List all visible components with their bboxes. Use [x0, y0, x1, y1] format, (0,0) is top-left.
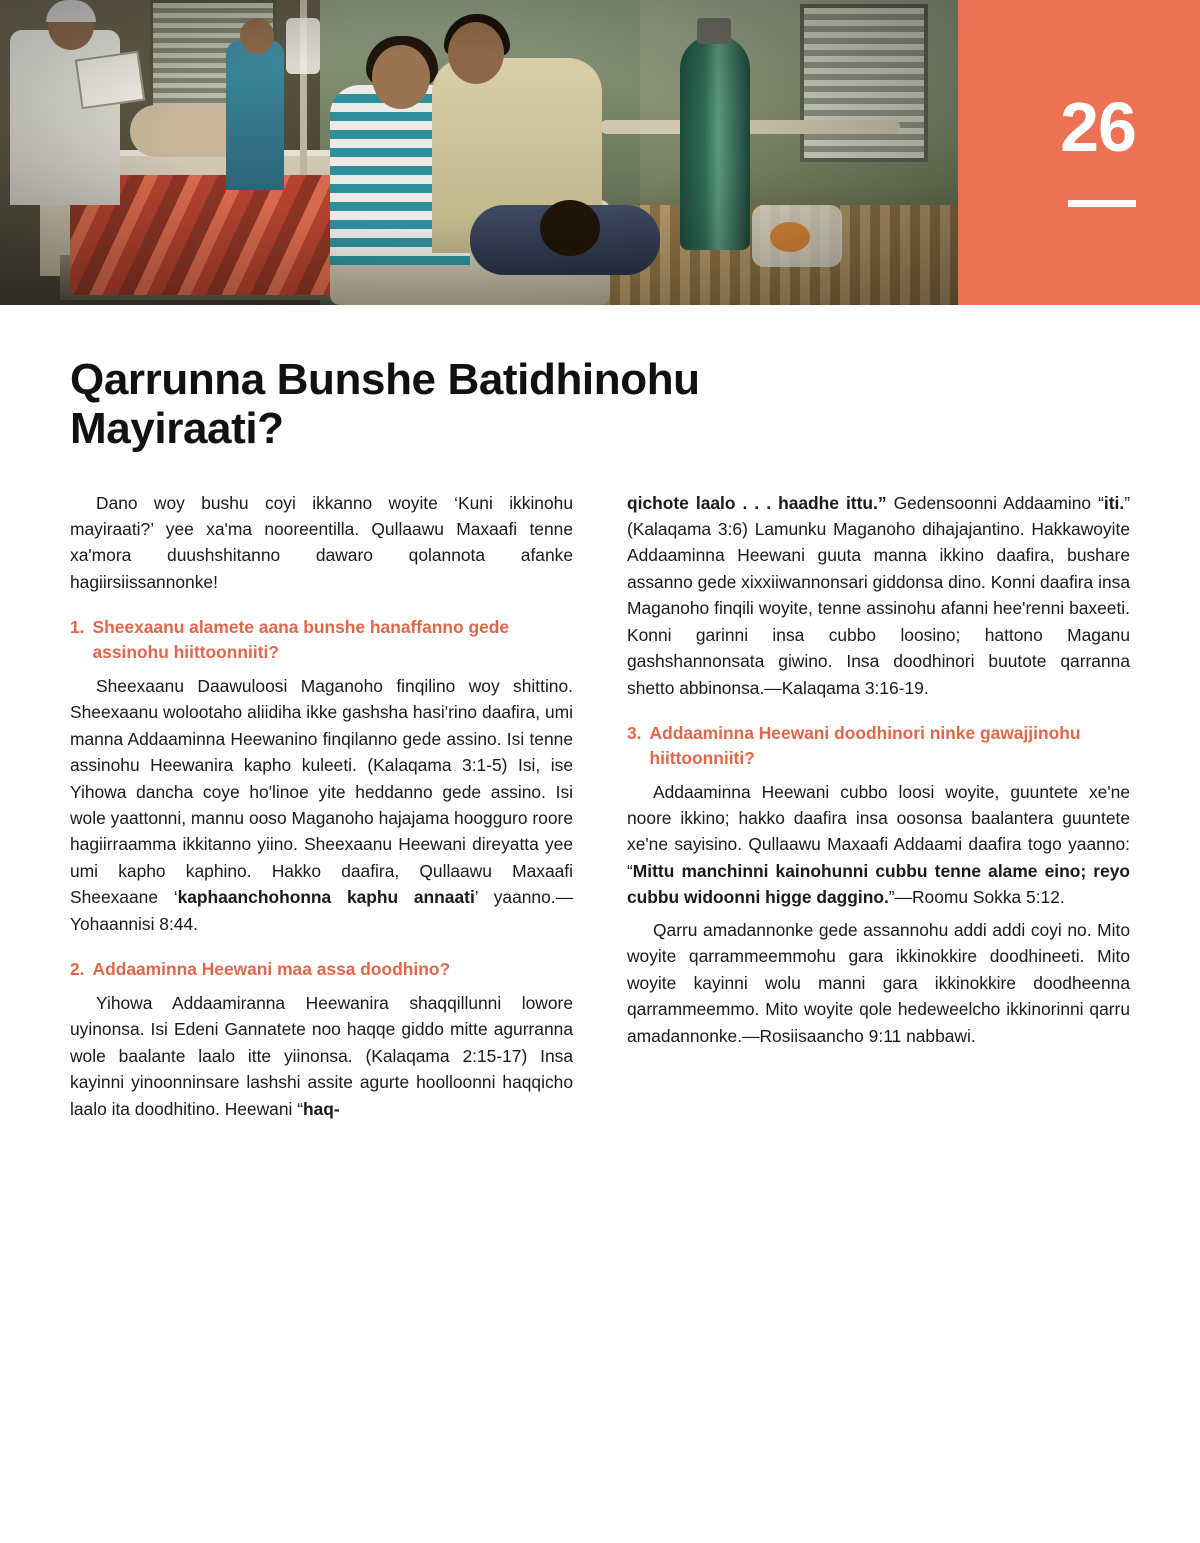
right-column: [627, 490, 1130, 1129]
intro-paragraph: Dano woy bushu coyi ikkanno woyite ‘Kuni ikkinohu mayiraati?’ yee xa'ma nooreentilla. Qullaawu Maxaafi tenne xa'mora duushshitanno dawaro qolannota afanke hagiirsiissannonke!: [70, 492, 573, 592]
answer-1-part1: Sheexaanu Daawuloosi Maganoho finqilino woy shittino. Sheexaanu wolootaho aliidiha ikke gashsha hasi'rino daafira, umi manna Addaaminna Heewanino finqilanno gede assino. Isi tenne assinohu Heewanira kapho kuleeti. (Kalaqama 3:1-5) Isi, ise Yihowa dancha coye ho'linoe yite heddanno gede assino. Isi wole yaattonni, mannu ooso Maganoho hajajama hoogguro roore hagiirraamma ikkitanno yiino. Sheexaanu Heewani direyatta yee umi kapho kaphino. Hakko daafira, Qullaawu Maxaafi Sheexaane ‘: [70, 675, 573, 908]
answer-3-paragraph: [627, 779, 1130, 911]
continued-bold-1: qichote laalo . . . haadhe ittu.”: [627, 492, 887, 513]
continued-text-2: ” (Kalaqama 3:6) Lamunku Maganoho dihajajantino. Hakkawoyite Addaaminna Heewani guuta manna ikkino daafira, bushare assanno gede xixxiiwannonsari giddonsa dino. Konni daafira insa Maganoho finqili woyite, tenne assinohu afanni hee'renni baxeeti. Konni garinni insa cubbo loosino; hattono Maganu gashshannonsata giwino. Insa doodhinori buutote qarranna shetto abbinonsa.—Kalaqama 3:16-19.: [627, 492, 1130, 698]
article-body: [70, 490, 1130, 1129]
answer-3-second-paragraph: Qarru amadannonke gede assannohu addi addi coyi no. Mito woyite qarrammeemmohu gara ikkinokkire doodhineeti. Mito woyite kayinni wolu manni gara ikkinokkire doodheenna qarrammeemmo. Mito woyite qole hedeweelcho ikkinorinni qarru amadannonke.—Rosiisaancho 9:11 nabbawi.: [627, 919, 1130, 1046]
page-title: Qarrunna Bunshe Batidhinohu Mayiraati?: [70, 355, 700, 454]
question-1-text: Sheexaanu alamete aana bunshe hanaffanno gede assinohu hiittoonniiti?: [92, 617, 510, 663]
question-3-number: 3.: [627, 723, 642, 744]
question-3-text: Addaaminna Heewani doodhinori ninke gawajjinohu hiittoonniiti?: [649, 723, 1081, 768]
continued-bold-2: iti.: [1103, 492, 1125, 513]
hero-banner: [0, 0, 1200, 305]
question-3: [627, 721, 1130, 770]
continued-text-1: Gedensoonni Addaamino “: [886, 492, 1104, 513]
question-2-number: 2.: [70, 959, 85, 980]
chapter-number-underline: [1068, 200, 1136, 207]
answer-2-paragraph: [70, 990, 573, 1122]
answer-3-bold: Mittu manchinni kainohunni cubbu tenne alame eino; reyo cubbu widoonni higge daggino.: [627, 860, 1130, 908]
hero-photo: [0, 0, 958, 305]
left-column: [70, 490, 573, 1129]
answer-1-bold: kaphaanchohonna kaphu annaati: [177, 887, 475, 908]
answer-3-part2: ”—Roomu Sokka 5:12.: [888, 887, 1065, 908]
answer-1-part2: ’ yaanno.—Yohaannisi 8:44.: [70, 887, 573, 934]
answer-2-part1: Yihowa Addaamiranna Heewanira shaqqillunni lowore uyinonsa. Isi Edeni Gannatete noo haqqe giddo mitte agurranna wole baalante laalo itte yiinonsa. (Kalaqama 2:15-17) Insa kayinni yinoonninsare lashshi assite agurte hoolloonni haqqicho laalo ita doodhitino. Heewani “: [70, 992, 573, 1119]
chapter-number: 26: [1060, 88, 1136, 166]
answer-2-continued: [627, 490, 1130, 702]
question-2: [70, 957, 573, 982]
photo-vignette: [0, 0, 958, 305]
chapter-number-block: [958, 0, 1200, 305]
answer-2-bold: haq-: [303, 1098, 340, 1119]
question-2-text: Addaaminna Heewani maa assa doodhino?: [92, 959, 451, 980]
question-1-number: 1.: [70, 617, 85, 638]
answer-3-part1: Addaaminna Heewani cubbo loosi woyite, guuntete xe'ne noore ikkino; hakko daafira insa oosonsa baalantera guuntete xe'ne sayisino. Qullaawu Maxaafi Addaami daafira togo yaanno: “: [627, 781, 1130, 881]
answer-1-paragraph: [70, 673, 573, 938]
question-1: [70, 615, 573, 664]
